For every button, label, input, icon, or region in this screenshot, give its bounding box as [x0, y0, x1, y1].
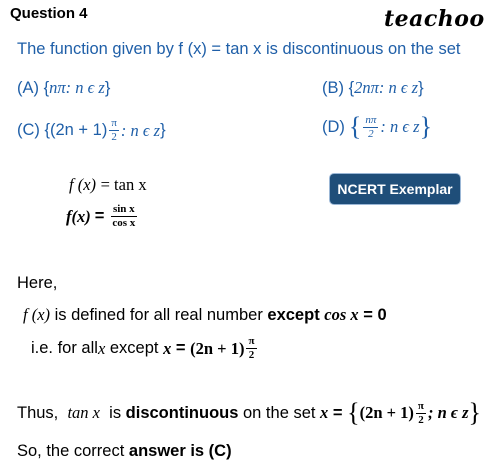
thus-text: Thus,	[17, 403, 68, 422]
option-d-frac-num: nπ	[365, 113, 377, 126]
option-a-expr: nπ: n ϵ z	[49, 78, 105, 97]
ie-den: 2	[248, 349, 255, 361]
option-c-close: }	[160, 121, 166, 139]
option-b-close: }	[418, 79, 424, 97]
thus-den: 2	[418, 413, 424, 426]
eq-f-sin-cos	[66, 204, 139, 229]
option-c	[17, 118, 166, 143]
thus-discontinuous: discontinuous	[125, 403, 239, 422]
option-d-close-brace: }	[419, 112, 433, 141]
option-a	[17, 78, 110, 98]
option-d-frac-den: 2	[368, 127, 374, 140]
ie-eq: =	[171, 339, 191, 357]
option-d-expr: : n ϵ z	[380, 117, 420, 136]
ie-x2: x	[163, 338, 172, 358]
option-d-label: (D)	[322, 117, 345, 136]
option-c-expr: : n ϵ z	[120, 120, 161, 140]
thus-set: on the set	[238, 403, 321, 422]
option-b-label: (B) {	[322, 79, 355, 97]
ie-text: i.e. for all	[31, 339, 98, 357]
option-d-open-brace: {	[348, 112, 362, 141]
defined-cos: cos x	[324, 305, 359, 324]
eq-f2-den: cos x	[112, 217, 136, 229]
teachoo-logo: teachoo	[384, 6, 485, 32]
option-d	[322, 114, 432, 140]
option-c-frac-den: 2	[111, 131, 117, 143]
question-title: Question 4	[10, 5, 88, 22]
ie-num: π	[248, 335, 255, 347]
defined-text: is defined for all real number	[50, 306, 268, 324]
thus-fraction	[416, 401, 426, 426]
thus-tan: tan x	[67, 403, 100, 422]
eq-f2-num: sin x	[112, 203, 135, 215]
thus-num: π	[417, 399, 424, 412]
ie-line	[31, 336, 259, 361]
thus-tail: ; n ϵ z	[427, 403, 469, 422]
thus-open-brace: {	[347, 398, 360, 427]
ie-fraction	[246, 336, 256, 361]
question-text: The function given by f (x) = tan x is discontinuous on the set	[17, 40, 461, 58]
ncert-exemplar-badge: NCERT Exemplar	[330, 174, 460, 204]
thus-paren: (2n + 1)	[359, 403, 414, 422]
defined-lhs: f (x)	[23, 305, 51, 324]
here-label: Here,	[17, 274, 58, 292]
ie-paren: (2n + 1)	[190, 338, 245, 358]
eq-f2-fraction	[110, 204, 137, 229]
thus-eq: =	[328, 403, 348, 422]
thus-x: x	[320, 403, 329, 422]
defined-zero: = 0	[358, 306, 387, 324]
option-c-label: (C) {(2n + 1)	[17, 121, 108, 139]
option-a-close: }	[104, 79, 111, 97]
thus-is: is	[99, 403, 126, 422]
eq-f2-eq: =	[94, 207, 105, 225]
option-d-fraction	[363, 115, 378, 140]
eq-f-tan-rhs: = tan x	[100, 175, 147, 194]
ie-except: except	[105, 339, 164, 357]
thus-close-brace: }	[468, 398, 482, 427]
eq-f2-lhs: f(x)	[66, 206, 91, 226]
answer-value: answer is (C)	[128, 442, 232, 460]
option-c-fraction	[109, 118, 119, 143]
eq-f-tan-lhs: f (x)	[69, 175, 97, 194]
defined-except: except	[267, 306, 325, 324]
answer-line	[17, 442, 232, 461]
eq-f-tan	[69, 175, 147, 195]
defined-line	[23, 305, 387, 325]
answer-text: So, the correct	[17, 442, 129, 460]
ie-x: x	[97, 338, 106, 358]
option-c-frac-num: π	[111, 117, 117, 129]
option-b	[322, 78, 424, 98]
option-a-label: (A) {	[17, 79, 50, 97]
option-b-expr: 2nπ: n ϵ z	[354, 78, 419, 97]
thus-line	[17, 400, 481, 426]
